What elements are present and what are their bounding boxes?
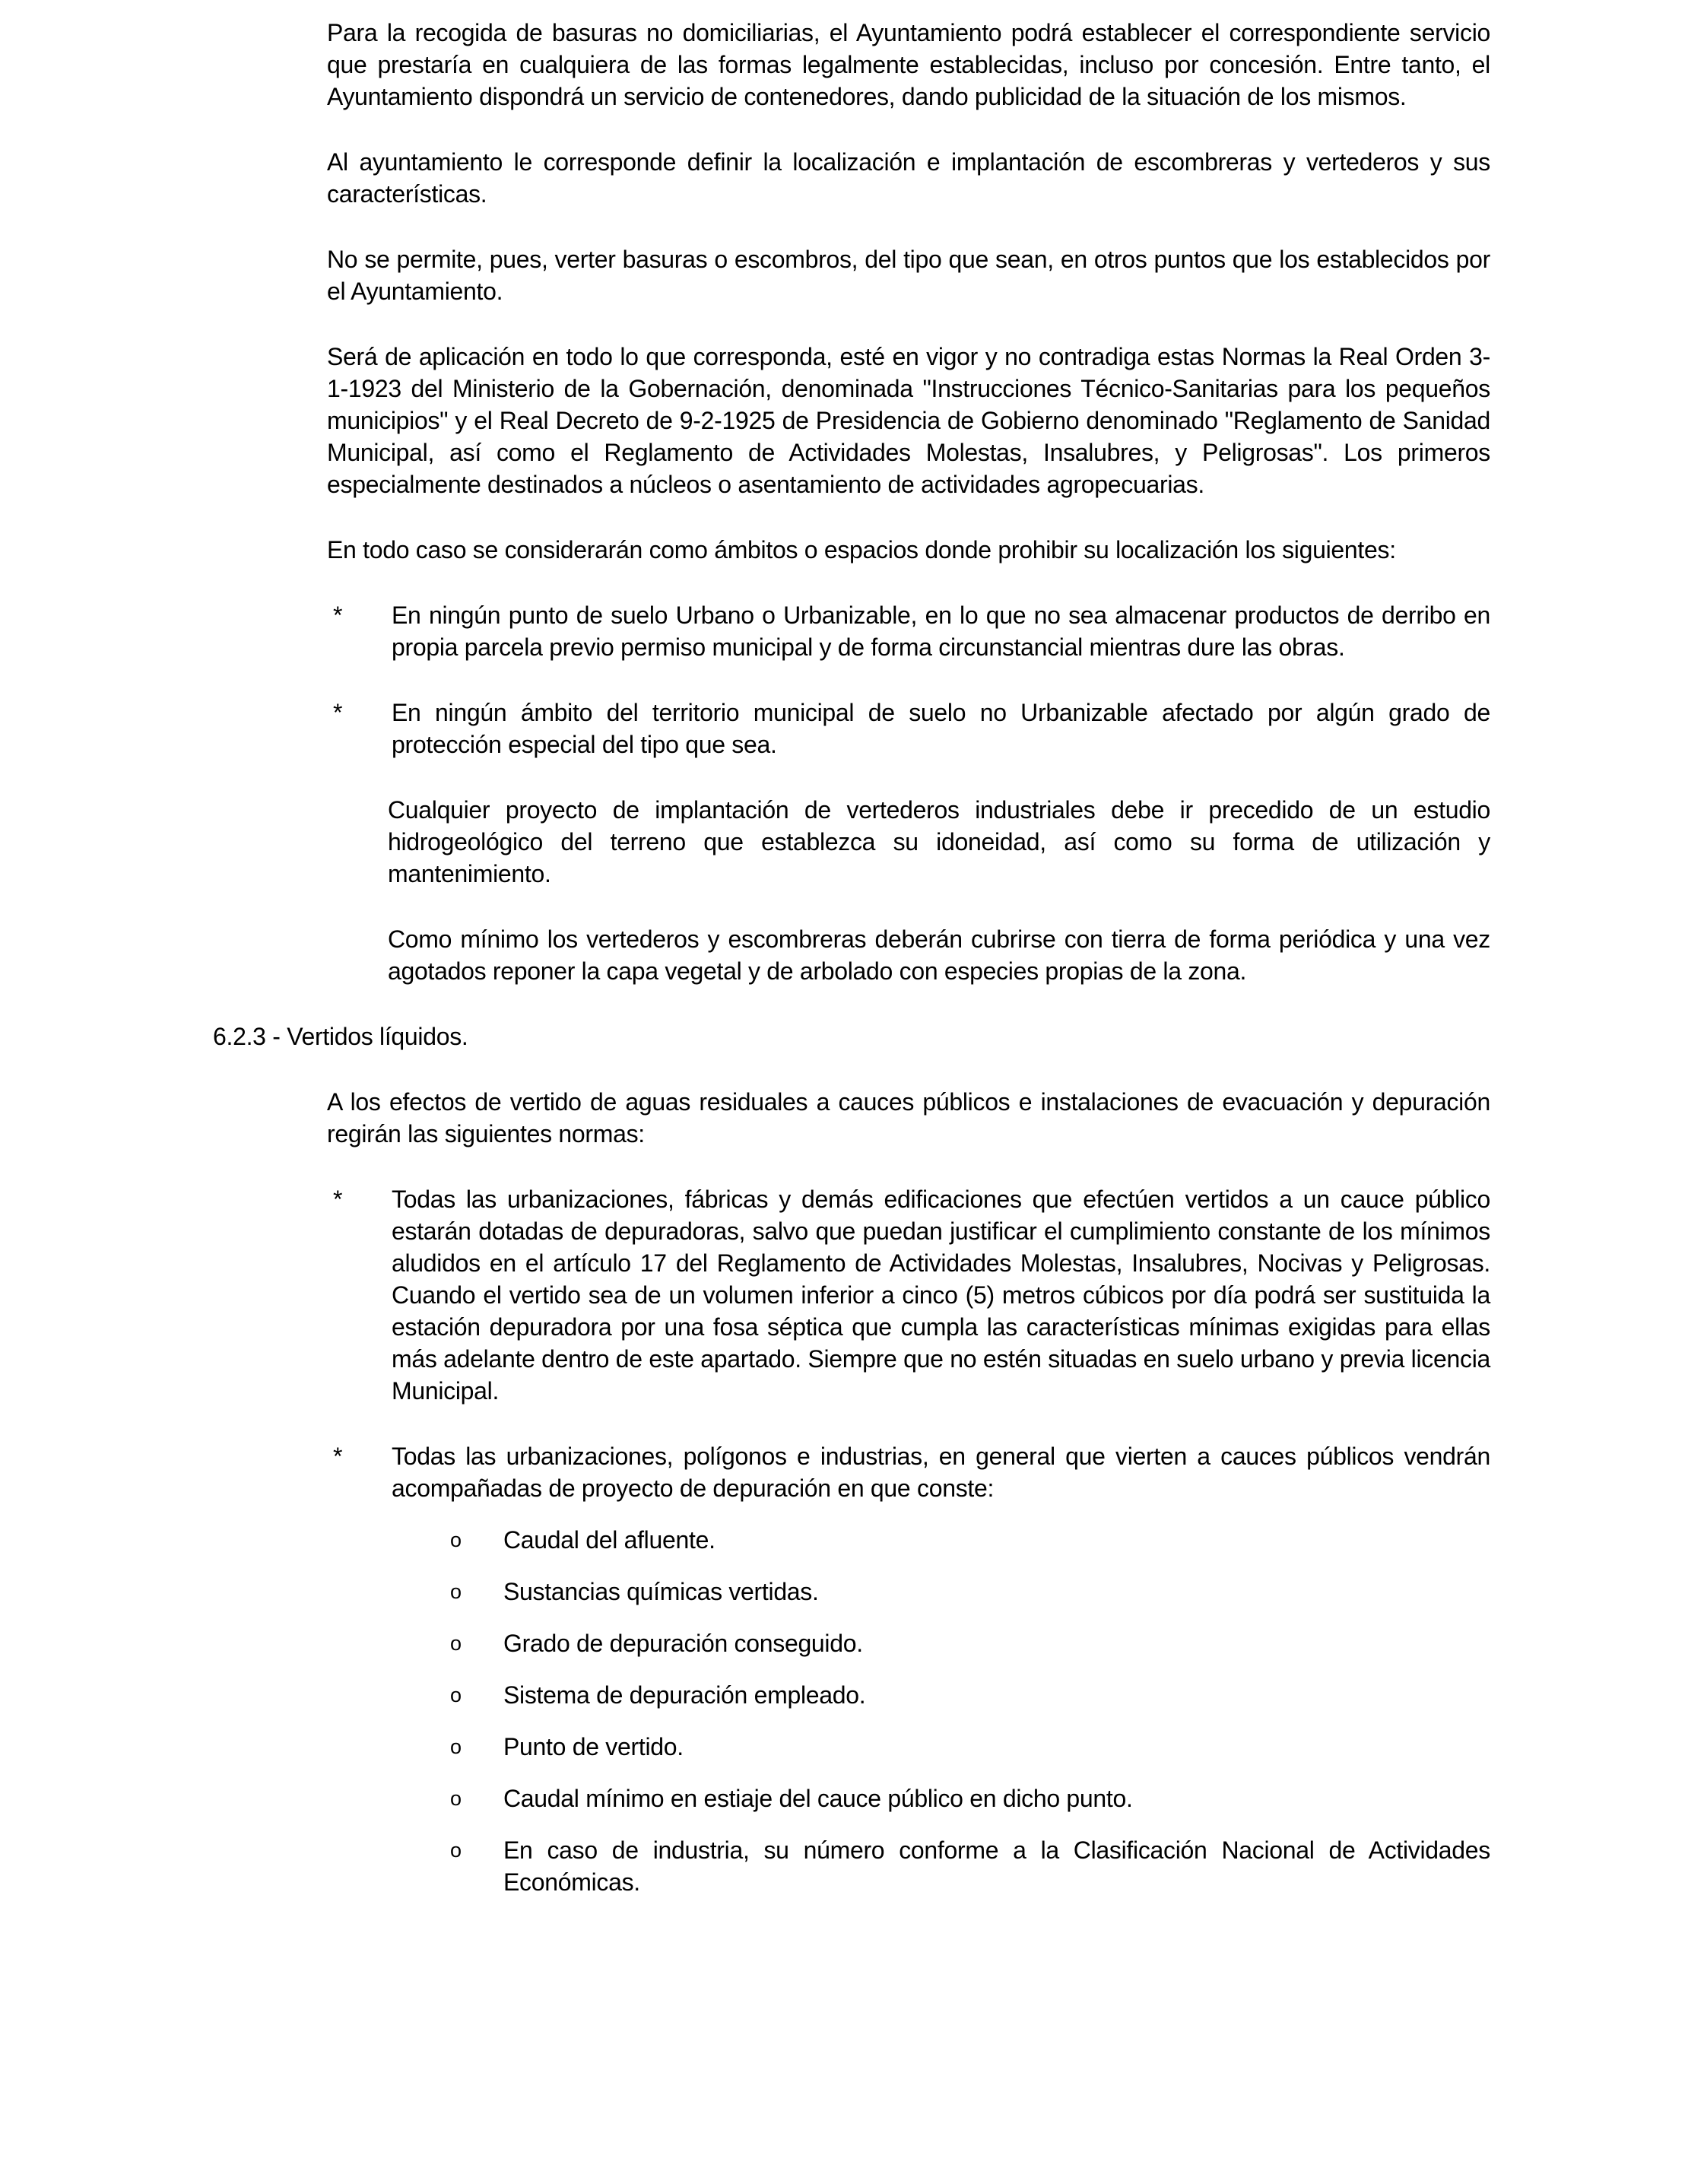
- paragraph: Para la recogida de basuras no domiciliarias, el Ayuntamiento podrá establecer el correspondiente servicio que prestaría en cualquiera de las formas legalmente establecidas, incluso por concesión. Entre tanto, el Ayuntamiento dispondrá un servicio de contenedores, dando publicidad de la situación de los mismos.: [327, 19, 1490, 110]
- asterisk-marker: *: [333, 1186, 343, 1213]
- note-paragraph: Cualquier proyecto de implantación de vertederos industriales debe ir precedido de un estudio hidrogeológico del terreno que establezca su idoneidad, así como su forma de utilización y mantenimiento.: [388, 796, 1490, 887]
- circle-marker: o: [450, 1580, 462, 1603]
- paragraph: A los efectos de vertido de aguas residuales a cauces públicos e instalaciones de evacuación y depuración regirán las siguientes normas:: [327, 1088, 1490, 1148]
- list-item-text: En ningún ámbito del territorio municipal de suelo no Urbanizable afectado por algún grado de protección especial del tipo que sea.: [392, 699, 1490, 758]
- circle-list-item: [450, 1627, 1490, 1659]
- circle-list-item: [450, 1576, 1490, 1608]
- list-item-text: En ningún punto de suelo Urbano o Urbanizable, en lo que no sea almacenar productos de derribo en propia parcela previo permiso municipal y de forma circunstancial mientras dure las obras.: [392, 602, 1490, 661]
- circle-list-item: [450, 1731, 1490, 1763]
- paragraph: En todo caso se considerarán como ámbitos o espacios donde prohibir su localización los siguientes:: [327, 536, 1396, 563]
- document-body: [213, 17, 1490, 1898]
- circle-list-item: [450, 1782, 1490, 1814]
- sub-list-item-text: Sustancias químicas vertidas.: [503, 1578, 819, 1605]
- asterisk-marker: *: [333, 1443, 343, 1470]
- paragraph: Al ayuntamiento le corresponde definir la localización e implantación de escombreras y vertederos y sus características.: [327, 148, 1490, 208]
- circle-list-item: [450, 1524, 1490, 1556]
- asterisk-list-item: [333, 697, 1490, 760]
- asterisk-list-item: [333, 1440, 1490, 1504]
- paragraph: Será de aplicación en todo lo que corresponda, esté en vigor y no contradiga estas Normas la Real Orden 3-1-1923 del Ministerio de la Gobernación, denominada "Instrucciones Técnico-Sanitarias para los pequeños municipios" y el Real Decreto de 9-2-1925 de Presidencia de Gobierno denominado "Reglamento de Sanidad Municipal, así como el Reglamento de Actividades Molestas, Insalubres, y Peligrosas". Los primeros especialmente destinados a núcleos o asentamiento de actividades agropecuarias.: [327, 343, 1490, 498]
- asterisk-marker: *: [333, 602, 343, 629]
- list-item-text: Todas las urbanizaciones, fábricas y demás edificaciones que efectúen vertidos a un cauce público estarán dotadas de depuradoras, salvo que puedan justificar el cumplimiento constante de los mínimos aludidos en el artículo 17 del Reglamento de Actividades Molestas, Insalubres, Nocivas y Peligrosas. Cuando el vertido sea de un volumen inferior a cinco (5) metros cúbicos por día podrá ser sustituida la estación depuradora por una fosa séptica que cumpla las características mínimas exigidas para ellas más adelante dentro de este apartado. Siempre que no estén situadas en suelo urbano y previa licencia Municipal.: [392, 1186, 1490, 1405]
- circle-marker: o: [450, 1839, 462, 1862]
- paragraph: No se permite, pues, verter basuras o escombros, del tipo que sean, en otros puntos que los establecidos por el Ayuntamiento.: [327, 246, 1490, 305]
- circle-list-item: [450, 1834, 1490, 1898]
- sub-list-item-text: Punto de vertido.: [503, 1733, 684, 1760]
- asterisk-list-item: [333, 1183, 1490, 1407]
- circle-marker: o: [450, 1787, 462, 1810]
- asterisk-marker: *: [333, 699, 343, 726]
- circle-marker: o: [450, 1632, 462, 1655]
- list-item-text: Todas las urbanizaciones, polígonos e industrias, en general que vierten a cauces públicos vendrán acompañadas de proyecto de depuración en que conste:: [392, 1443, 1490, 1502]
- sub-list-item-text: Grado de depuración conseguido.: [503, 1630, 863, 1657]
- circle-marker: o: [450, 1684, 462, 1706]
- sub-list-item-text: En caso de industria, su número conforme a la Clasificación Nacional de Actividades Económicas.: [503, 1836, 1490, 1896]
- circle-list-item: [450, 1679, 1490, 1711]
- section-heading: 6.2.3 - Vertidos líquidos.: [213, 1023, 468, 1050]
- sub-list-item-text: Caudal mínimo en estiaje del cauce público en dicho punto.: [503, 1785, 1133, 1812]
- circle-marker: o: [450, 1528, 462, 1551]
- circle-marker: o: [450, 1735, 462, 1758]
- asterisk-list-item: [333, 599, 1490, 663]
- sub-list-item-text: Sistema de depuración empleado.: [503, 1681, 866, 1709]
- note-paragraph: Como mínimo los vertederos y escombreras deberán cubrirse con tierra de forma periódica y una vez agotados reponer la capa vegetal y de arbolado con especies propias de la zona.: [388, 925, 1490, 985]
- sub-list-item-text: Caudal del afluente.: [503, 1526, 715, 1554]
